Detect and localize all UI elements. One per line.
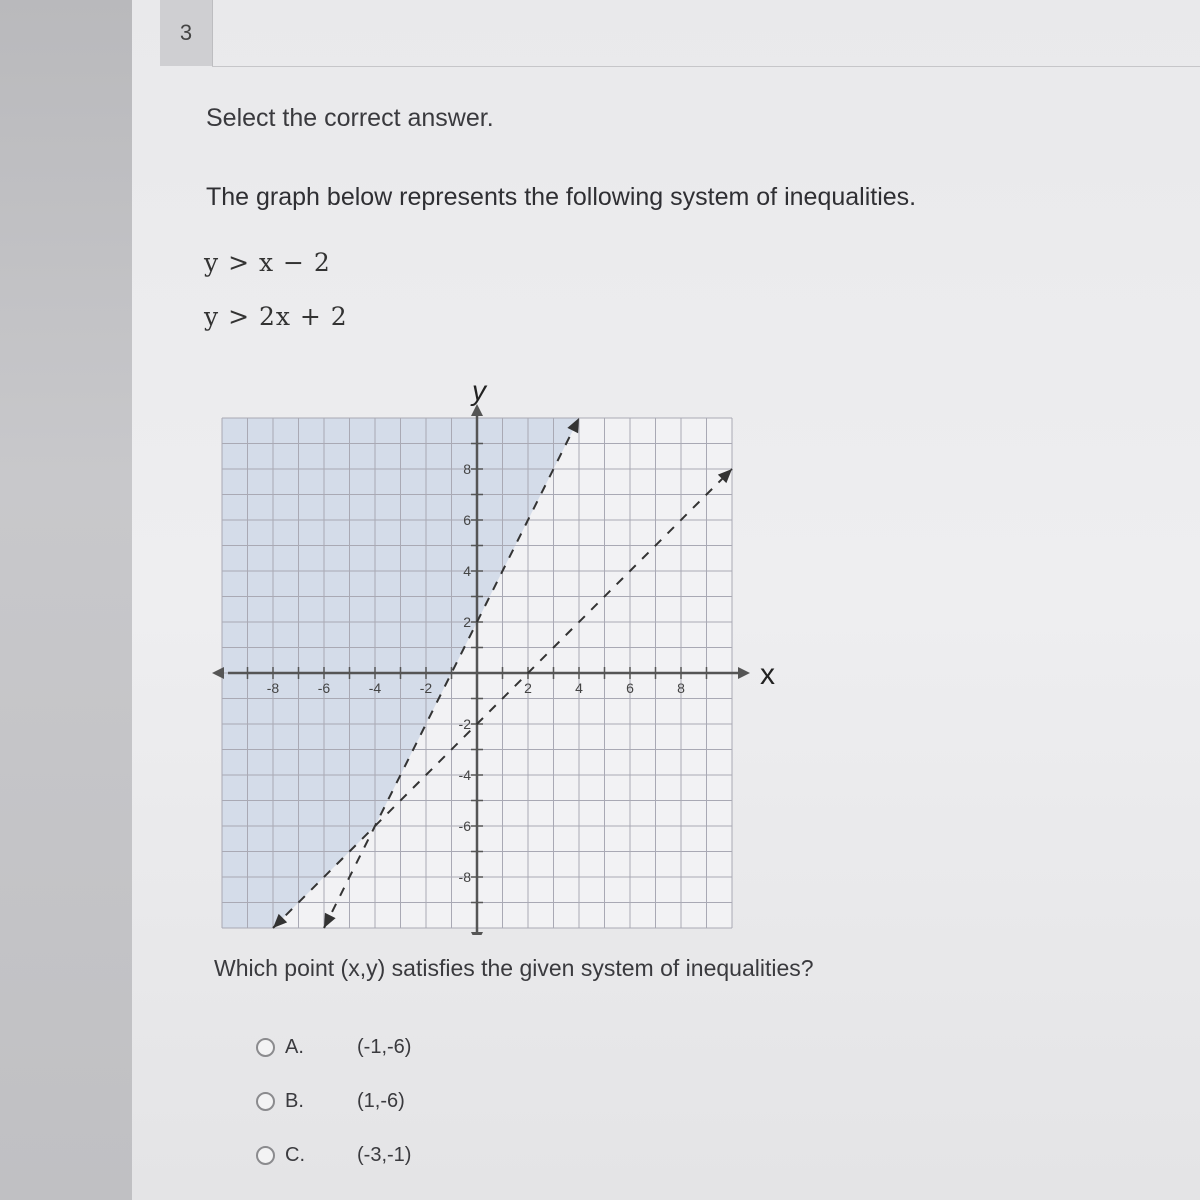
option-a[interactable]: [256, 1036, 411, 1059]
radio-button-icon[interactable]: [256, 1038, 275, 1057]
x-tick-label: 8: [677, 680, 685, 696]
y-tick-label: 6: [463, 512, 471, 528]
question-prompt: The graph below represents the following system of inequalities.: [206, 183, 917, 211]
instruction-text: Select the correct answer.: [206, 104, 494, 132]
option-letter: C.: [285, 1144, 305, 1166]
option-letter: B.: [285, 1090, 304, 1112]
radio-button-icon[interactable]: [256, 1092, 275, 1111]
x-tick-label: 2: [524, 680, 532, 696]
option-value: (1,-6): [357, 1090, 405, 1112]
y-axis-label: y: [472, 375, 486, 406]
option-value: (-3,-1): [357, 1144, 412, 1166]
x-tick-label: -6: [317, 680, 331, 696]
y-tick-label: 4: [463, 563, 471, 579]
y-tick-label: -4: [458, 767, 471, 783]
x-tick-label: -2: [419, 680, 433, 696]
inequality-graph: [200, 365, 780, 935]
y-axis-arrow-down: [471, 932, 483, 935]
inequality-1: y > x − 2: [204, 248, 331, 277]
left-margin: [0, 0, 132, 1200]
y-tick-label: 2: [463, 614, 471, 630]
y-tick-label: -6: [458, 818, 471, 834]
option-letter: A.: [285, 1036, 304, 1058]
x-tick-label: -8: [266, 680, 280, 696]
followup-question: Which point (x,y) satisfies the given system of inequalities?: [214, 955, 814, 981]
x-axis-label: x: [760, 658, 775, 691]
question-number: 3: [179, 20, 193, 45]
y-tick-label: -2: [458, 716, 471, 732]
question-number-badge: [160, 0, 213, 66]
x-axis-arrow-left: [212, 667, 224, 679]
x-axis-arrow-right: [738, 667, 750, 679]
inequality-2: y > 2x + 2: [204, 302, 348, 331]
option-c[interactable]: [256, 1144, 411, 1167]
divider: [212, 66, 1200, 91]
option-b[interactable]: [256, 1090, 405, 1113]
x-tick-label: 4: [575, 680, 583, 696]
x-tick-label: -4: [368, 680, 382, 696]
option-value: (-1,-6): [357, 1036, 412, 1058]
radio-button-icon[interactable]: [256, 1146, 275, 1165]
y-tick-label: 8: [463, 461, 471, 477]
x-tick-label: 6: [626, 680, 634, 696]
y-tick-label: -8: [458, 869, 471, 885]
